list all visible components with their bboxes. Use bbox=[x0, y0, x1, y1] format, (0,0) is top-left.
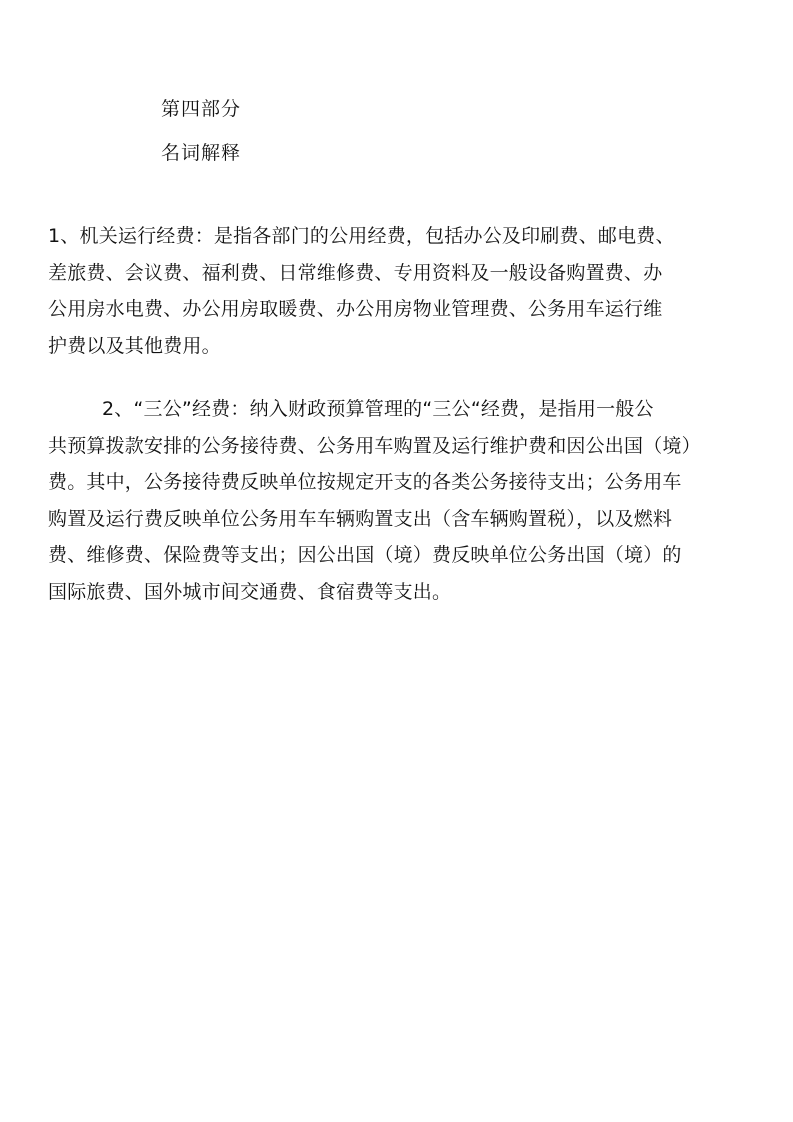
paragraph-line: 公用房水电费、办公用房取暖费、办公用房物业管理费、公务用车运行维 bbox=[48, 298, 663, 320]
part-title: 第四部分 bbox=[161, 98, 242, 120]
section-title: 名词解释 bbox=[161, 142, 242, 164]
paragraph-line: 费。其中，公务接待费反映单位按规定开支的各类公务接待支出；公务用车 bbox=[48, 471, 682, 493]
paragraph-line: 2、“三公”经费：纳入财政预算管理的“三公“经费，是指用一般公 bbox=[102, 398, 654, 420]
paragraph-line: 1、机关运行经费：是指各部门的公用经费，包括办公及印刷费、邮电费、 bbox=[48, 225, 675, 247]
paragraph-operating-funds bbox=[48, 218, 746, 364]
paragraph-line: 护费以及其他费用。 bbox=[48, 334, 221, 357]
paragraph-line: 共预算拨款安排的公务接待费、公务用车购置及运行维护费和因公出国（境） bbox=[48, 434, 701, 457]
paragraph-line: 购置及运行费反映单位公务用车车辆购置支出（含车辆购置税），以及燃料 bbox=[48, 507, 673, 530]
paragraph-line: 费、维修费、保险费等支出；因公出国（境）费反映单位公务出国（境）的 bbox=[48, 544, 682, 566]
paragraph-line: 差旅费、会议费、福利费、日常维修费、专用资料及一般设备购置费、办 bbox=[48, 261, 663, 284]
paragraph-three-public-funds bbox=[48, 391, 746, 610]
paragraph-line: 国际旅费、国外城市间交通费、食宿费等支出。 bbox=[48, 580, 452, 603]
